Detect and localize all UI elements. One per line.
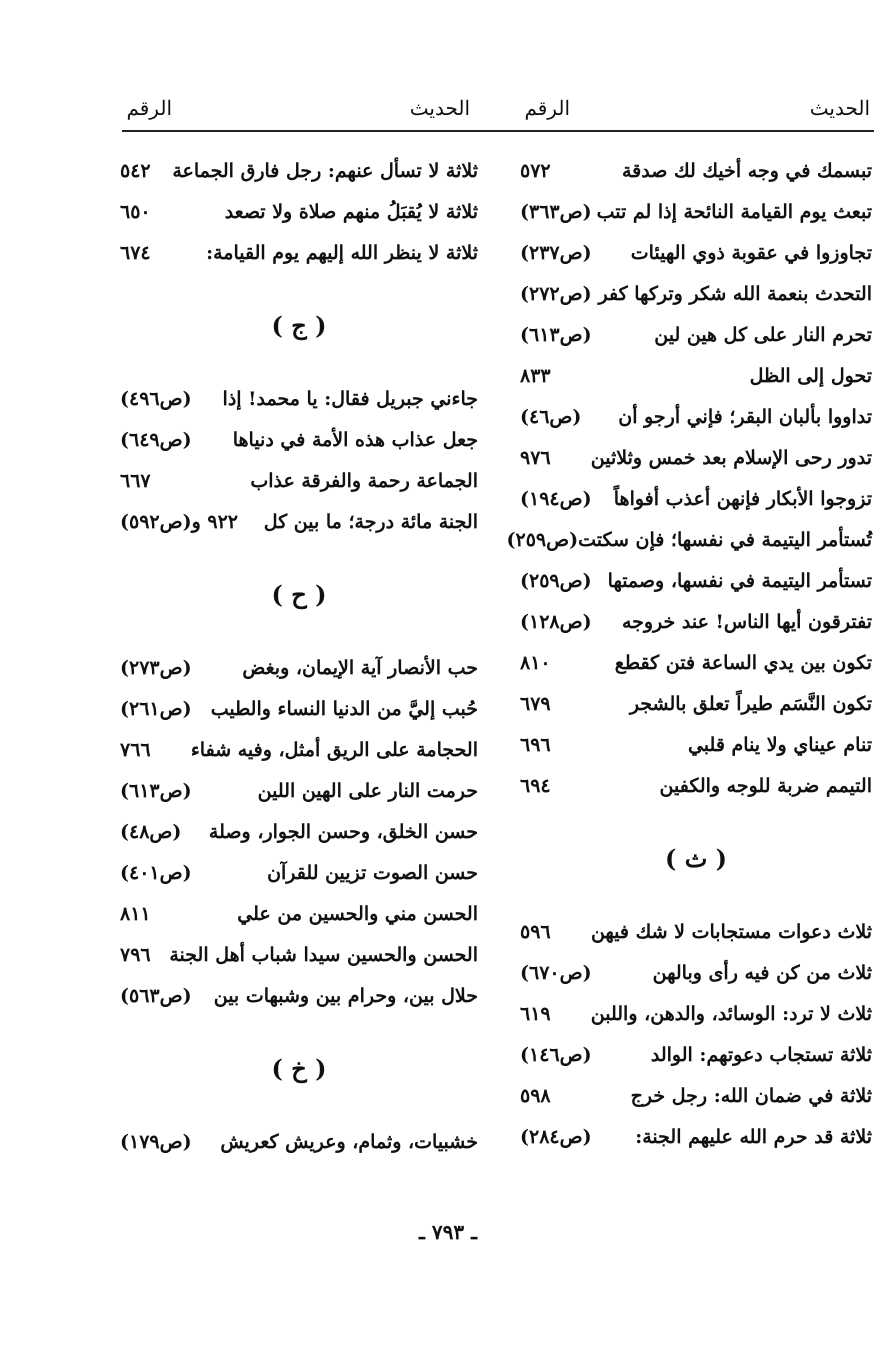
- entry-text: تحرم النار على كل هين لين: [654, 323, 872, 346]
- spacer: [520, 899, 872, 911]
- entry-ref: (ص٤٨): [120, 820, 182, 843]
- index-entry: [120, 150, 478, 191]
- entry-ref: (ص٢٣٧): [520, 241, 592, 264]
- index-entry: [506, 519, 872, 560]
- entry-text: الحسن مني والحسين من علي: [237, 902, 478, 925]
- header-hadith-right: الحديث: [809, 96, 870, 120]
- index-entry: [120, 688, 478, 729]
- index-entry: [120, 232, 478, 273]
- spacer: [120, 1016, 478, 1028]
- entry-text: ثلاث دعوات مستجابات لا شك فيهن: [590, 920, 872, 943]
- left-entries-2: [120, 378, 478, 542]
- entry-text: حب الأنصار آية الإيمان، وبغض: [242, 656, 478, 679]
- entry-ref: ٥٩٨: [520, 1084, 551, 1107]
- index-entry: [120, 893, 478, 934]
- entry-ref: (ص٢٧٢): [520, 282, 592, 305]
- entry-ref: ٦٩٦: [520, 733, 551, 756]
- entry-ref: ٦١٩: [520, 1002, 551, 1025]
- entry-text: تبسمك في وجه أخيك لك صدقة: [621, 159, 872, 182]
- index-entry: [520, 1075, 872, 1116]
- entry-ref: (ص٣٦٣): [520, 200, 592, 223]
- index-entry: [520, 560, 872, 601]
- index-entry: [120, 975, 478, 1016]
- index-entry: [520, 355, 872, 396]
- section-heading-ha: ( ح ): [271, 580, 327, 609]
- entry-text: ثلاثة تستجاب دعوتهم: الوالد: [650, 1043, 872, 1066]
- index-entry: [520, 952, 872, 993]
- index-entry: [120, 647, 478, 688]
- entry-text: تفترقون أيها الناس! عند خروجه: [621, 610, 872, 633]
- entry-text: ثلاث لا ترد: الوسائد، والدهن، واللبن: [590, 1002, 872, 1025]
- entry-text: ثلاثة لا يُقبَلُ منهم صلاة ولا تصعد: [224, 200, 478, 223]
- right-column: [506, 150, 872, 1157]
- index-entry: [120, 1121, 478, 1162]
- entry-ref: (ص٤٩٦): [120, 387, 192, 410]
- index-entry: [120, 770, 478, 811]
- entry-ref: ٥٧٢: [520, 159, 551, 182]
- index-entry: [120, 191, 478, 232]
- entry-text: تُستأمر اليتيمة في نفسها؛ فإن سكتت: [578, 528, 872, 551]
- left-column: [120, 150, 478, 1162]
- entry-text: تداووا بألبان البقر؛ فإني أرجو أن: [618, 405, 872, 428]
- index-entry: [520, 273, 872, 314]
- entry-text: الجماعة رحمة والفرقة عذاب: [250, 469, 478, 492]
- entry-text: تدور رحى الإسلام بعد خمس وثلاثين: [590, 446, 872, 469]
- entry-text: ثلاثة لا تسأل عنهم: رجل فارق الجماعة: [172, 159, 478, 182]
- entry-ref: ٦٧٩: [520, 692, 551, 715]
- index-entry: [520, 437, 872, 478]
- entry-ref: (ص٢٨٤): [520, 1125, 592, 1148]
- entry-ref: ٩٧٦: [520, 446, 551, 469]
- entry-text: الحسن والحسين سيدا شباب أهل الجنة: [169, 943, 478, 966]
- entry-text: جعل عذاب هذه الأمة في دنياها: [232, 428, 478, 451]
- entry-text: تحول إلى الظل: [749, 364, 872, 387]
- entry-ref: ٨٣٣: [520, 364, 551, 387]
- entry-ref: ٩٢٢ و(ص٥٩٢): [120, 510, 239, 533]
- index-entry: [520, 150, 872, 191]
- index-entry: [520, 396, 872, 437]
- entry-ref: (ص١٩٤): [520, 487, 592, 510]
- index-entry: [120, 460, 478, 501]
- entry-text: ثلاثة في ضمان الله: رجل خرج: [630, 1084, 872, 1107]
- left-entries-4: [120, 1121, 478, 1162]
- index-entry: [520, 911, 872, 952]
- header-number-left: الرقم: [126, 96, 172, 120]
- entry-text: التيمم ضربة للوجه والكفين: [659, 774, 872, 797]
- entry-text: الحجامة على الريق أمثل، وفيه شفاء: [190, 738, 478, 761]
- entry-ref: ٦٥٠: [120, 200, 151, 223]
- right-entries-2: [520, 911, 872, 1157]
- right-entries-1: [506, 150, 872, 806]
- index-entry: [120, 811, 478, 852]
- entry-ref: (ص١٢٨): [520, 610, 592, 633]
- index-entry: [120, 501, 478, 542]
- entry-ref: ٨١١: [120, 902, 151, 925]
- entry-ref: (ص٦٧٠): [520, 961, 592, 984]
- index-entry: [520, 1034, 872, 1075]
- index-entry: [120, 934, 478, 975]
- index-entry: [520, 724, 872, 765]
- entry-text: ثلاث من كن فيه رأى وبالهن: [652, 961, 872, 984]
- entry-text: تكون بين يدي الساعة فتن كقطع: [614, 651, 872, 674]
- entry-ref: (ص٦١٣): [120, 779, 192, 802]
- section-heading-kha: ( خ ): [271, 1054, 327, 1083]
- entry-text: حسن الصوت تزيين للقرآن: [267, 861, 478, 884]
- page-number: ـ ٧٩٣ ـ: [419, 1220, 477, 1244]
- spacer: [120, 366, 478, 378]
- entry-ref: ٨١٠: [520, 651, 551, 674]
- entry-text: حلال بين، وحرام بين وشبهات بين: [213, 984, 478, 1007]
- index-entry: [120, 729, 478, 770]
- entry-text: خشبيات، وثمام، وعريش كعريش: [220, 1130, 478, 1153]
- entry-text: حسن الخلق، وحسن الجوار، وصلة: [208, 820, 478, 843]
- entry-ref: ٥٩٦: [520, 920, 551, 943]
- entry-text: التحدث بنعمة الله شكر وتركها كفر: [598, 282, 872, 305]
- left-entries-3: [120, 647, 478, 1016]
- entry-text: حُبب إليَّ من الدنيا النساء والطيب: [210, 697, 478, 720]
- entry-ref: (ص٤٠١): [120, 861, 192, 884]
- index-entry: [520, 683, 872, 724]
- index-entry: [520, 191, 872, 232]
- index-entry: [520, 1116, 872, 1157]
- spacer: [520, 806, 872, 818]
- spacer: [120, 1109, 478, 1121]
- entry-ref: (ص٢٥٩): [520, 569, 592, 592]
- entry-text: تكون النَّسَم طيراً تعلق بالشجر: [629, 692, 872, 715]
- entry-text: الجنة مائة درجة؛ ما بين كل: [263, 510, 478, 533]
- entry-text: حرمت النار على الهين اللين: [257, 779, 478, 802]
- index-entry: [520, 601, 872, 642]
- entry-ref: ٧٦٦: [120, 738, 151, 761]
- entry-ref: (ص٦٤٩): [120, 428, 192, 451]
- entry-ref: (ص٢٦١): [120, 697, 192, 720]
- spacer: [120, 273, 478, 285]
- entry-ref: ٥٤٢: [120, 159, 151, 182]
- entry-text: تزوجوا الأبكار فإنهن أعذب أفواهاً: [613, 487, 872, 510]
- entry-text: ثلاثة لا ينظر الله إليهم يوم القيامة:: [206, 241, 478, 264]
- section-heading-jim: ( ج ): [271, 311, 327, 340]
- index-entry: [120, 419, 478, 460]
- entry-text: تستأمر اليتيمة في نفسها، وصمتها: [607, 569, 872, 592]
- entry-ref: ٦٩٤: [520, 774, 551, 797]
- entry-ref: (ص٢٥٩): [506, 528, 579, 551]
- spacer: [120, 542, 478, 554]
- entry-ref: (ص٦١٣): [520, 323, 592, 346]
- index-entry: [520, 314, 872, 355]
- header-number-right: الرقم: [524, 96, 570, 120]
- entry-ref: (ص٤٦): [520, 405, 582, 428]
- entry-ref: ٦٦٧: [120, 469, 151, 492]
- index-entry: [120, 378, 478, 419]
- entry-ref: (ص٥٦٣): [120, 984, 192, 1007]
- entry-text: تبعث يوم القيامة النائحة إذا لم تتب: [596, 200, 872, 223]
- index-entry: [520, 642, 872, 683]
- section-heading-tha: ( ث ): [665, 844, 728, 873]
- entry-ref: ٧٩٦: [120, 943, 151, 966]
- entry-ref: (ص١٧٩): [120, 1130, 192, 1153]
- left-entries-1: [120, 150, 478, 273]
- index-entry: [520, 765, 872, 806]
- entry-text: جاءني جبريل فقال: يا محمد! إذا: [222, 387, 478, 410]
- header-rule: [122, 130, 874, 132]
- index-entry: [520, 993, 872, 1034]
- index-entry: [120, 852, 478, 893]
- entry-ref: ٦٧٤: [120, 241, 151, 264]
- entry-text: ثلاثة قد حرم الله عليهم الجنة:: [635, 1125, 872, 1148]
- index-entry: [520, 232, 872, 273]
- entry-ref: (ص٢٧٣): [120, 656, 192, 679]
- entry-text: تنام عيناي ولا ينام قلبي: [687, 733, 872, 756]
- entry-text: تجاوزوا في عقوبة ذوي الهيئات: [630, 241, 872, 264]
- entry-ref: (ص١٤٦): [520, 1043, 592, 1066]
- header-hadith-left: الحديث: [409, 96, 470, 120]
- spacer: [120, 635, 478, 647]
- index-entry: [520, 478, 872, 519]
